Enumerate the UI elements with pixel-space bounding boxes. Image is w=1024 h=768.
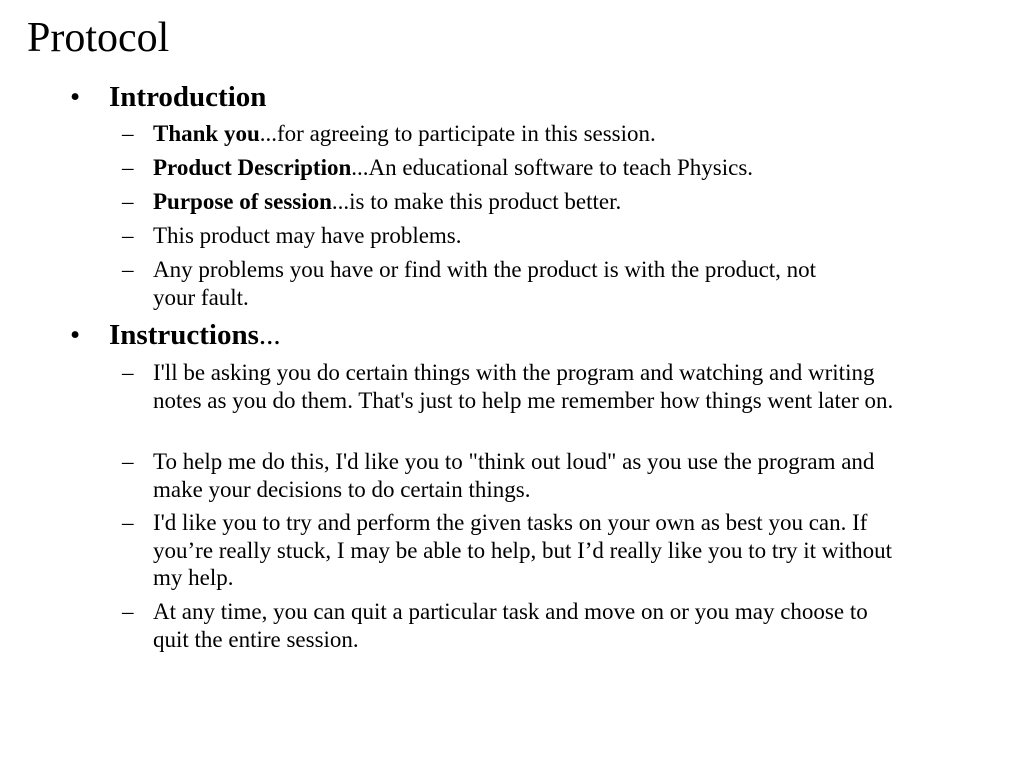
item-text: I'll be asking you do certain things with the program and watching and writing notes as you do them. That's just to help me remember how things went later on. xyxy=(153,360,894,413)
item-text: At any time, you can quit a particular task and move on or you may choose to quit the entire session. xyxy=(153,599,868,652)
section-heading-text: Instructions xyxy=(109,319,259,351)
bullet-glyph: • xyxy=(70,81,81,113)
item-text: Any problems you have or find with the product is with the product, not your fault. xyxy=(153,257,817,310)
dash-glyph: – xyxy=(122,449,134,474)
section-heading-suffix: ... xyxy=(258,319,281,351)
dash-glyph: – xyxy=(122,155,134,180)
section-heading-text: Introduction xyxy=(109,81,267,113)
item-text: ...for agreeing to participate in this session. xyxy=(259,121,656,146)
dash-glyph: – xyxy=(122,599,134,624)
item-bold-text: Product Description xyxy=(153,155,352,180)
item-text: To help me do this, I'd like you to "think out loud" as you use the program and make your decisions to do certain things. xyxy=(153,449,875,502)
item-bold-text: Thank you xyxy=(153,121,260,146)
dash-glyph: – xyxy=(122,189,134,214)
dash-glyph: – xyxy=(122,121,134,146)
item-text: ...An educational software to teach Physics. xyxy=(351,155,754,180)
dash-glyph: – xyxy=(122,257,134,282)
item-text: ...is to make this product better. xyxy=(331,189,622,214)
dash-glyph: – xyxy=(122,223,134,248)
bullet-glyph: • xyxy=(70,319,81,351)
item-text: I'd like you to try and perform the given tasks on your own as best you can. If you’re really stuck, I may be able to help, but I’d really like you to try it without my help. xyxy=(153,510,892,590)
item-text: This product may have problems. xyxy=(153,223,462,248)
dash-glyph: – xyxy=(122,510,134,535)
dash-glyph: – xyxy=(122,360,134,385)
slide-title: Protocol xyxy=(27,15,170,61)
item-bold-text: Purpose of session xyxy=(153,189,332,214)
